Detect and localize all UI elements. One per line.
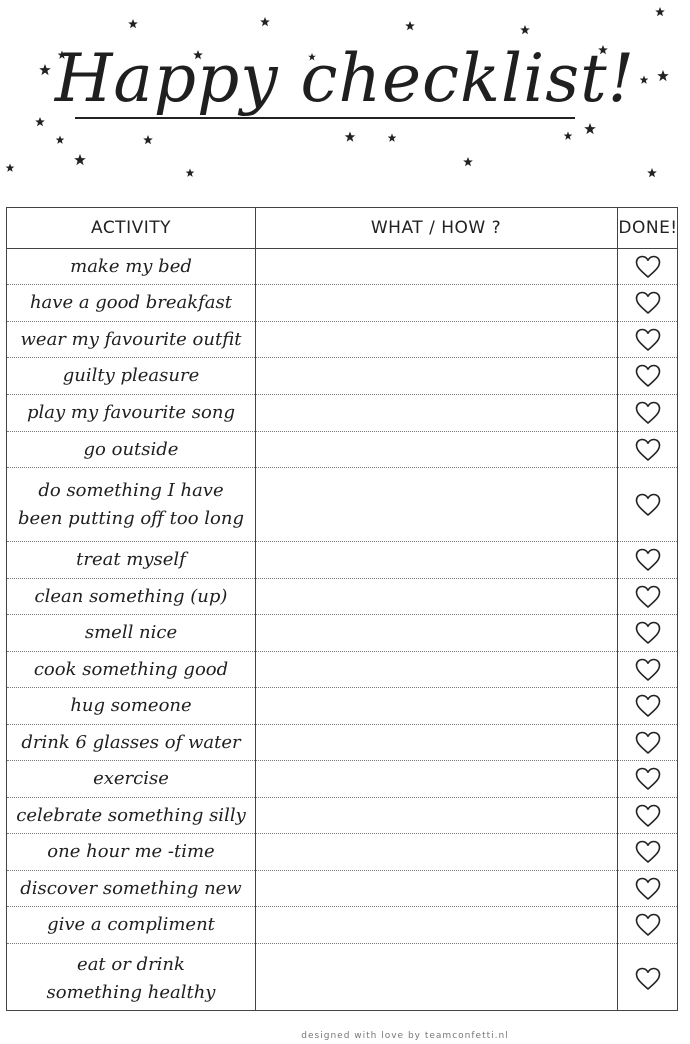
what-how-cell[interactable] [255, 468, 617, 541]
heart-outline-icon [635, 767, 661, 791]
header-done: DONE! [618, 218, 678, 238]
heart-outline-icon [635, 913, 661, 937]
heart-outline-icon [635, 493, 661, 517]
done-checkbox[interactable] [617, 358, 679, 394]
done-checkbox[interactable] [617, 542, 679, 578]
activity-label: smell nice [84, 622, 178, 643]
table-row [7, 432, 677, 468]
activity-label: discover something new [20, 877, 242, 899]
what-how-cell[interactable] [255, 395, 617, 431]
what-how-cell[interactable] [255, 322, 617, 357]
activity-label: treat myself [76, 549, 186, 570]
star-icon [345, 132, 356, 142]
page-title: Happy checklist! [54, 40, 636, 117]
what-how-cell[interactable] [255, 542, 617, 578]
star-icon [128, 19, 138, 28]
done-checkbox[interactable] [617, 907, 679, 943]
activity-label: one hour me -time [47, 841, 215, 862]
activity-label: exercise [93, 768, 169, 789]
star-icon [655, 7, 665, 16]
table-row [7, 907, 677, 944]
table-row [7, 358, 677, 395]
table-row [7, 285, 677, 322]
activity-label: give a compliment [47, 914, 215, 935]
done-checkbox[interactable] [617, 615, 679, 651]
header-activity: ACTIVITY [90, 218, 171, 238]
table-row [7, 249, 677, 285]
table-row [7, 579, 677, 615]
header [0, 0, 690, 200]
heart-outline-icon [635, 585, 661, 609]
activity-label: drink 6 glasses of water [21, 731, 241, 753]
table-row [7, 395, 677, 432]
heart-outline-icon [635, 255, 661, 279]
activity-label: guilty pleasure [62, 365, 200, 386]
star-icon [463, 157, 473, 166]
star-icon [186, 169, 195, 177]
star-icon [405, 21, 415, 30]
heart-outline-icon [635, 967, 661, 991]
activity-label: make my bed [70, 255, 192, 277]
done-checkbox[interactable] [617, 725, 679, 760]
star-icon [6, 164, 15, 172]
star-icon [388, 134, 397, 142]
heart-outline-icon [635, 658, 661, 682]
activity-label: celebrate something silly [16, 804, 246, 826]
activity-label: wear my favourite outfit [20, 328, 242, 350]
heart-outline-icon [635, 621, 661, 645]
what-how-cell[interactable] [255, 907, 617, 943]
what-how-cell[interactable] [255, 285, 617, 321]
star-icon [647, 168, 657, 177]
heart-outline-icon [635, 694, 661, 718]
star-icon [520, 25, 530, 34]
heart-outline-icon [635, 364, 661, 388]
activity-label: do something I have been putting off too long [18, 479, 244, 529]
heart-outline-icon [635, 548, 661, 572]
table-row [7, 944, 677, 1014]
column-divider [255, 208, 256, 1010]
checklist-table [6, 207, 678, 1011]
what-how-cell[interactable] [255, 358, 617, 394]
column-divider [617, 208, 618, 1010]
done-checkbox[interactable] [617, 652, 679, 687]
activity-label: cook something good [33, 658, 229, 680]
table-row [7, 871, 677, 907]
table-row [7, 615, 677, 652]
table-header-row [7, 208, 677, 249]
star-icon [35, 117, 45, 126]
table-row [7, 761, 677, 798]
done-checkbox[interactable] [617, 249, 679, 284]
done-checkbox[interactable] [617, 688, 679, 724]
done-checkbox[interactable] [617, 944, 679, 1014]
what-how-cell[interactable] [255, 579, 617, 614]
heart-outline-icon [635, 804, 661, 828]
what-how-cell[interactable] [255, 725, 617, 760]
activity-label: clean something (up) [34, 585, 228, 607]
what-how-cell[interactable] [255, 798, 617, 833]
table-row [7, 542, 677, 579]
activity-label: go outside [83, 438, 179, 460]
star-icon [143, 135, 153, 144]
what-how-cell[interactable] [255, 761, 617, 797]
table-row [7, 468, 677, 542]
star-icon [56, 136, 65, 144]
title-underline [75, 117, 575, 119]
table-row [7, 798, 677, 834]
what-how-cell[interactable] [255, 615, 617, 651]
done-checkbox[interactable] [617, 761, 679, 797]
activity-label: have a good breakfast [29, 292, 233, 313]
what-how-cell[interactable] [255, 652, 617, 687]
what-how-cell[interactable] [255, 688, 617, 724]
done-checkbox[interactable] [617, 798, 679, 833]
what-how-cell[interactable] [255, 249, 617, 284]
table-row [7, 725, 677, 761]
activity-label: play my favourite song [26, 402, 235, 423]
activity-label: eat or drink something healthy [46, 954, 216, 1003]
heart-outline-icon [635, 877, 661, 901]
done-checkbox[interactable] [617, 468, 679, 541]
heart-outline-icon [635, 731, 661, 755]
heart-outline-icon [635, 840, 661, 864]
header-what-how: WHAT / HOW ? [370, 218, 502, 238]
star-icon [584, 123, 596, 134]
heart-outline-icon [635, 291, 661, 315]
table-row [7, 322, 677, 358]
table-row [7, 834, 677, 871]
star-icon [260, 17, 270, 26]
what-how-cell[interactable] [255, 871, 617, 906]
done-checkbox[interactable] [617, 834, 679, 870]
what-how-cell[interactable] [255, 432, 617, 467]
heart-outline-icon [635, 438, 661, 462]
table-row [7, 688, 677, 725]
what-how-cell[interactable] [255, 834, 617, 870]
table-row [7, 652, 677, 688]
done-checkbox[interactable] [617, 432, 679, 467]
heart-outline-icon [635, 401, 661, 425]
done-checkbox[interactable] [617, 395, 679, 431]
done-checkbox[interactable] [617, 322, 679, 357]
activity-label: hug someone [70, 695, 192, 716]
done-checkbox[interactable] [617, 285, 679, 321]
star-icon [74, 154, 86, 165]
heart-outline-icon [635, 328, 661, 352]
footer-credit: designed with love by teamconfetti.nl [301, 1031, 509, 1041]
done-checkbox[interactable] [617, 871, 679, 906]
done-checkbox[interactable] [617, 579, 679, 614]
star-icon [564, 132, 573, 140]
what-how-cell[interactable] [255, 944, 617, 1014]
